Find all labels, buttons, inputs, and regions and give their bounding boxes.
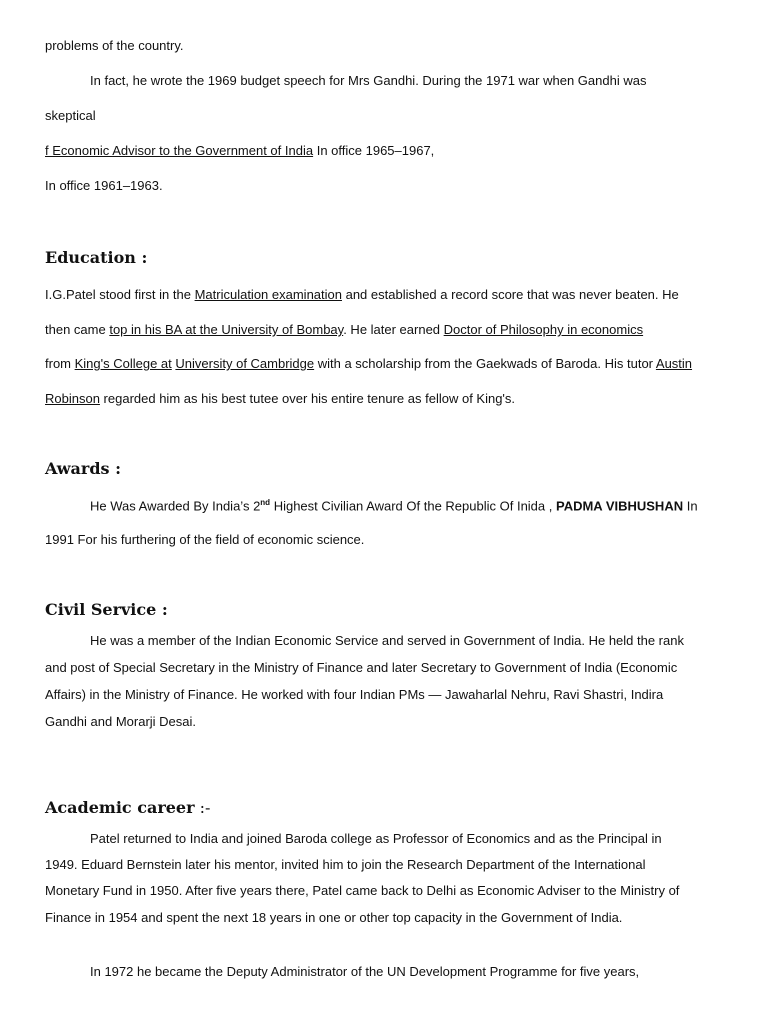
text: In office 1965–1967, [313,143,435,158]
intro-line: skeptical [45,108,96,123]
superscript: nd [260,498,271,507]
awards-line [90,498,698,513]
heading-text: Academic career [45,798,195,817]
award-name: PADMA VIBHUSHAN [555,498,684,514]
cambridge-link[interactable]: University of Cambridge [175,356,315,371]
awards-line: 1991 For his furthering of the field of economic science. [45,532,365,547]
academic-line: In 1972 he became the Deputy Administrator of the UN Development Programme for five years, [90,964,640,979]
civil-line: He was a member of the Indian Economic Service and served in Government of India. He held the rank [90,633,684,648]
text: regarded him as his best tutee over his entire tenure as fellow of King's. [99,391,516,406]
section-heading-education: Education : [45,248,148,267]
intro-line: problems of the country. [45,38,184,53]
text: from [45,356,75,371]
intro-line [45,143,434,158]
robinson-link[interactable]: Robinson [45,391,100,406]
civil-line: and post of Special Secretary in the Ministry of Finance and later Secretary to Government of India (Economic [45,660,678,675]
intro-line: In fact, he wrote the 1969 budget speech for Mrs Gandhi. During the 1971 war when Gandhi was [90,73,647,88]
academic-line: Patel returned to India and joined Baroda college as Professor of Economics and as the Principal in [90,831,662,846]
text: He Was Awarded By India’s 2 [90,498,261,514]
academic-line: Monetary Fund in 1950. After five years there, Patel came back to Delhi as Economic Adviser to the Ministry of [45,883,680,898]
text: then came [45,322,110,337]
phd-link[interactable]: Doctor of Philosophy in economics [443,322,644,337]
heading-suffix: :- [194,798,211,817]
section-heading-civil-service: Civil Service : [45,600,168,619]
education-line [45,356,692,371]
academic-line: 1949. Eduard Bernstein later his mentor, invited him to join the Research Department of the International [45,857,646,872]
austin-link[interactable]: Austin [655,356,693,371]
intro-line: In office 1961–1963. [45,178,163,193]
text: I.G.Patel stood first in the [45,287,195,302]
education-line [45,287,679,302]
kings-college-link[interactable]: King's College at [74,356,172,371]
text: and established a record score that was never beaten. He [341,287,679,302]
bombay-link[interactable]: top in his BA at the University of Bombay [109,322,344,337]
education-line [45,322,643,337]
text: with a scholarship from the Gaekwads of Baroda. His tutor [314,356,656,371]
text: In [683,498,698,514]
section-heading-academic-career [45,798,210,817]
education-line [45,391,515,406]
civil-line: Gandhi and Morarji Desai. [45,714,197,729]
section-heading-awards: Awards : [45,459,122,478]
text: . He later earned [343,322,444,337]
academic-line: Finance in 1954 and spent the next 18 years in one or other top capacity in the Government of India. [45,910,623,925]
economic-advisor-link[interactable]: f Economic Advisor to the Government of India [45,143,314,158]
text: Highest Civilian Award Of the Republic Of Inida , [270,498,556,514]
matriculation-link[interactable]: Matriculation examination [194,287,342,302]
civil-line: Affairs) in the Ministry of Finance. He worked with four Indian PMs — Jawaharlal Nehru, Ravi Shastri, Indira [45,687,664,702]
